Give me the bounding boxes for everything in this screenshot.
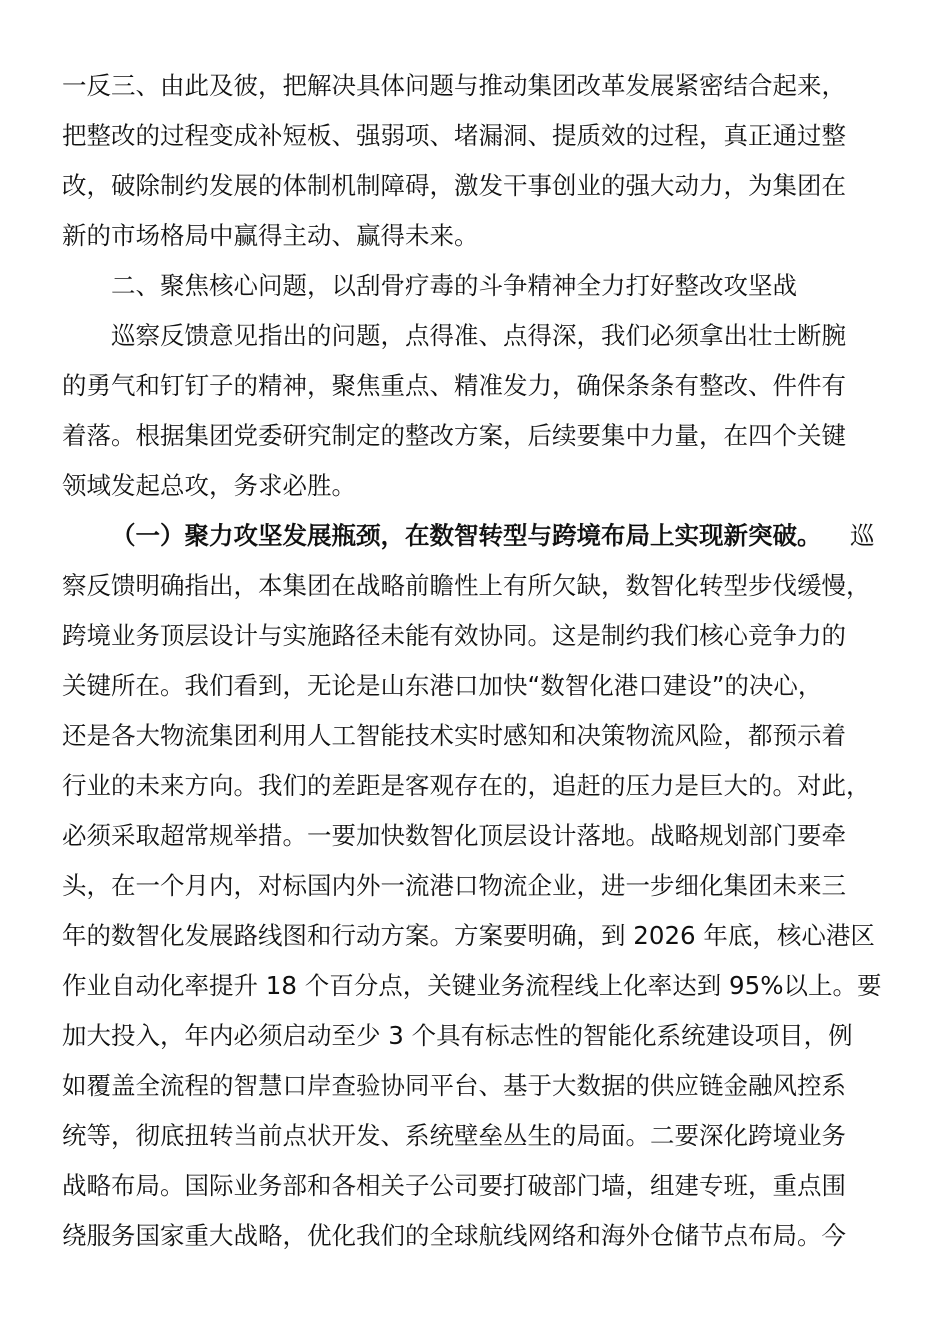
text-line: 的勇气和钉钉子的精神，聚焦重点、精准发力，确保条条有整改、件件有 bbox=[62, 371, 846, 400]
text-line: 巡 bbox=[850, 521, 875, 550]
text-line: 还是各大物流集团利用人工智能技术实时感知和决策物流风险，都预示着 bbox=[62, 721, 846, 750]
text-line: 领域发起总攻，务求必胜。 bbox=[62, 471, 356, 500]
text-line: 年的数智化发展路线图和行动方案。方案要明确，到 2026 年底，核心港区 bbox=[62, 921, 875, 950]
text-line: 加大投入，年内必须启动至少 3 个具有标志性的智能化系统建设项目，例 bbox=[62, 1021, 853, 1050]
text-line: 察反馈明确指出，本集团在战略前瞻性上有所欠缺，数智化转型步伐缓慢， bbox=[62, 571, 871, 600]
text-line: 一反三、由此及彼，把解决具体问题与推动集团改革发展紧密结合起来， bbox=[62, 71, 846, 100]
text-line: 必须采取超常规举措。一要加快数智化顶层设计落地。战略规划部门要牵 bbox=[62, 821, 846, 850]
text-line: 如覆盖全流程的智慧口岸查验协同平台、基于大数据的供应链金融风控系 bbox=[62, 1071, 846, 1100]
text-line: 关键所在。我们看到，无论是山东港口加快“数智化港口建设”的决心， bbox=[62, 671, 823, 700]
text-line: 作业自动化率提升 18 个百分点，关键业务流程线上化率达到 95%以上。要 bbox=[62, 971, 882, 1000]
text-line: 巡察反馈意见指出的问题，点得准、点得深，我们必须拿出壮士断腕 bbox=[111, 321, 846, 350]
text-line: 把整改的过程变成补短板、强弱项、堵漏洞、提质效的过程，真正通过整 bbox=[62, 121, 846, 150]
text-line: 新的市场格局中赢得主动、赢得未来。 bbox=[62, 221, 479, 250]
text-line: 行业的未来方向。我们的差距是客观存在的，追赶的压力是巨大的。对此， bbox=[62, 771, 871, 800]
text-line: 着落。根据集团党委研究制定的整改方案，后续要集中力量，在四个关键 bbox=[62, 421, 846, 450]
text-line: 改，破除制约发展的体制机制障碍，激发干事创业的强大动力，为集团在 bbox=[62, 171, 846, 200]
text-line: 绕服务国家重大战略，优化我们的全球航线网络和海外仓储节点布局。今 bbox=[62, 1221, 846, 1250]
subsection-heading: （一）聚力攻坚发展瓶颈，在数智转型与跨境布局上实现新突破。 bbox=[111, 521, 822, 550]
text-line: 统等，彻底扭转当前点状开发、系统壁垒丛生的局面。二要深化跨境业务 bbox=[62, 1121, 846, 1150]
section-heading: 二、聚焦核心问题，以刮骨疗毒的斗争精神全力打好整改攻坚战 bbox=[111, 271, 797, 300]
text-line: 战略布局。国际业务部和各相关子公司要打破部门墙，组建专班，重点围 bbox=[62, 1171, 846, 1200]
text-line: 跨境业务顶层设计与实施路径未能有效协同。这是制约我们核心竞争力的 bbox=[62, 621, 846, 650]
text-line: 头，在一个月内，对标国内外一流港口物流企业，进一步细化集团未来三 bbox=[62, 871, 846, 900]
